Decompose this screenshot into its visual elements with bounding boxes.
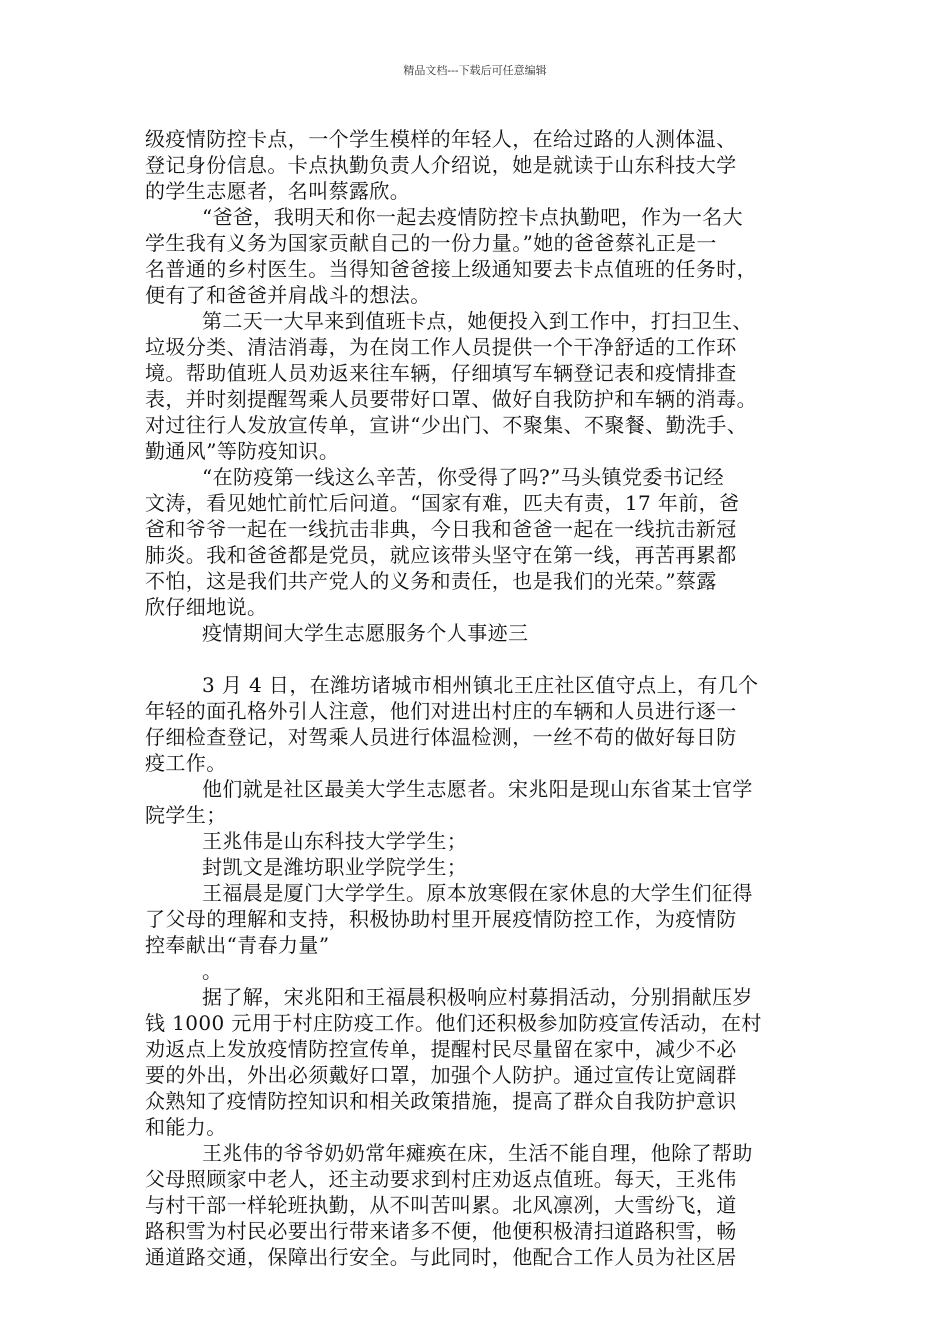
text-line: 和能力。 [145, 1115, 227, 1139]
text-line: 3 月 4 日，在潍坊诸城市相州镇北王庄社区值守点上，有几个 [202, 673, 759, 697]
text-line: 垃圾分类、清洁消毒，为在岗工作人员提供一个干净舒适的工作环 [145, 335, 737, 359]
text-line: 通道路交通，保障出行安全。与此同时，他配合工作人员为社区居 [145, 1245, 737, 1269]
text-line: 钱 1000 元用于村庄防疫工作。他们还积极参加防疫宣传活动，在村 [145, 1011, 762, 1035]
text-line: 勤通风”等防疫知识。 [145, 439, 340, 463]
text-line: 不怕，这是我们共产党人的义务和责任，也是我们的光荣。”蔡露 [145, 569, 717, 593]
text-line: 名普通的乡村医生。当得知爸爸接上级通知要去卡点值班的任务时， [145, 257, 757, 281]
text-line: 表，并时刻提醒驾乘人员要带好口罩、做好自我防护和车辆的消毒。 [145, 387, 757, 411]
text-line: 众熟知了疫情防控知识和相关政策措施，提高了群众自我防护意识 [145, 1089, 737, 1113]
text-line: 的学生志愿者，名叫蔡露欣。 [145, 179, 411, 203]
text-line: 院学生； [145, 803, 227, 827]
text-line: 年轻的面孔格外引人注意，他们对进出村庄的车辆和人员进行逐一 [145, 699, 737, 723]
text-line: 级疫情防控卡点，一个学生模样的年轻人，在给过路的人测体温、 [145, 127, 737, 151]
text-line: 第二天一大早来到值班卡点，她便投入到工作中，打扫卫生、 [202, 309, 753, 333]
text-line: 疫工作。 [145, 751, 227, 775]
text-line: 境。帮助值班人员劝返来往车辆，仔细填写车辆登记表和疫情排查 [145, 361, 737, 385]
text-line: 疫情期间大学生志愿服务个人事迹三 [202, 621, 529, 645]
document-body [145, 126, 813, 1270]
text-line: 王兆伟的爷爷奶奶常年瘫痪在床，生活不能自理，他除了帮助 [202, 1141, 753, 1165]
text-line: 登记身份信息。卡点执勤负责人介绍说，她是就读于山东科技大学 [145, 153, 737, 177]
text-line: 与村干部一样轮班执勤，从不叫苦叫累。北风凛冽，大雪纷飞，道 [145, 1193, 737, 1217]
text-line: 学生我有义务为国家贡献自己的一份力量。”她的爸爸蔡礼正是一 [145, 231, 717, 255]
text-line: “在防疫第一线这么辛苦，你受得了吗?”马头镇党委书记经 [202, 465, 724, 489]
text-line: 父母照顾家中老人，还主动要求到村庄劝返点值班。每天，王兆伟 [145, 1167, 737, 1191]
text-line: 控奉献出“青春力量” [145, 933, 330, 957]
text-line: 封凯文是潍坊职业学院学生； [202, 855, 468, 879]
text-line: 欣仔细地说。 [145, 595, 268, 619]
text-line: 爸和爷爷一起在一线抗击非典，今日我和爸爸一起在一线抗击新冠 [145, 517, 737, 541]
text-line: 肺炎。我和爸爸都是党员，就应该带头坚守在第一线，再苦再累都 [145, 543, 737, 567]
text-line: 据了解，宋兆阳和王福晨积极响应村募捐活动，分别捐献压岁 [202, 985, 753, 1009]
text-line: 便有了和爸爸并肩战斗的想法。 [145, 283, 431, 307]
text-line: 仔细检查登记，对驾乘人员进行体温检测，一丝不苟的做好每日防 [145, 725, 737, 749]
text-line: 对过往行人发放宣传单，宣讲“少出门、不聚集、不聚餐、勤洗手、 [145, 413, 748, 437]
text-line: 路积雪为村民必要出行带来诸多不便，他便积极清扫道路积雪，畅 [145, 1219, 737, 1243]
text-line: “爸爸，我明天和你一起去疫情防控卡点执勤吧，作为一名大 [202, 205, 744, 229]
text-line: 劝返点上发放疫情防控宣传单，提醒村民尽量留在家中，减少不必 [145, 1037, 737, 1061]
blank-line [145, 646, 813, 672]
text-line: 了父母的理解和支持，积极协助村里开展疫情防控工作，为疫情防 [145, 907, 737, 931]
text-line: 。 [202, 959, 223, 983]
text-line: 他们就是社区最美大学生志愿者。宋兆阳是现山东省某士官学 [202, 777, 753, 801]
text-line: 王兆伟是山东科技大学学生； [202, 829, 468, 853]
text-line: 王福晨是厦门大学学生。原本放寒假在家休息的大学生们征得 [202, 881, 753, 905]
text-line: 文涛，看见她忙前忙后问道。“国家有难，匹夫有责，17 年前，爸 [145, 491, 740, 515]
page-header: 精品文档---下载后可任意编辑 [403, 64, 547, 77]
text-line: 要的外出，外出必须戴好口罩，加强个人防护。通过宣传让宽阔群 [145, 1063, 737, 1087]
